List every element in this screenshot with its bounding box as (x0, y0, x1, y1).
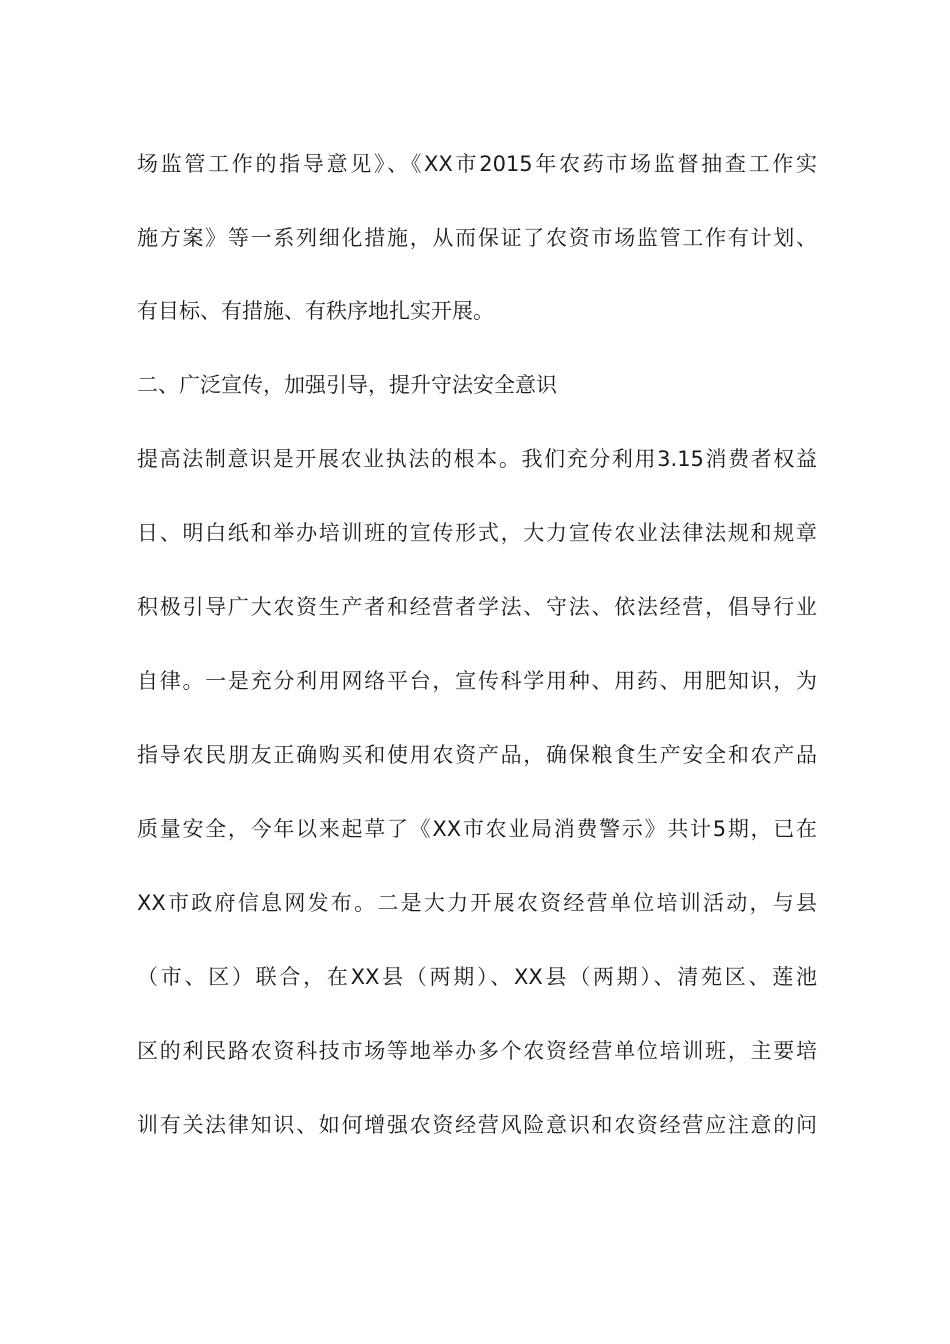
body-text-line: 提高法制意识是开展农业执法的根本。我们充分利用3.15消费者权益 (137, 447, 817, 471)
section-heading: 二、广泛宣传，加强引导，提升守法安全意识 (137, 373, 557, 397)
body-text-line: XX市政府信息网发布。二是大力开展农资经营单位培训活动，与县 (137, 891, 817, 915)
body-text-line: 质量安全，今年以来起草了《XX市农业局消费警示》共计5期，已在 (137, 817, 817, 841)
body-text-line: 施方案》等一系列细化措施，从而保证了农资市场监管工作有计划、 (137, 226, 817, 250)
body-text-line: 自律。一是充分利用网络平台，宣传科学用种、用药、用肥知识，为 (137, 669, 817, 693)
body-text-line: 训有关法律知识、如何增强农资经营风险意识和农资经营应注意的问 (137, 1113, 817, 1137)
body-text-line: 区的利民路农资科技市场等地举办多个农资经营单位培训班，主要培 (137, 1039, 817, 1063)
body-text-line: （市、区）联合，在XX县（两期）、XX县（两期）、清苑区、莲池 (137, 965, 817, 989)
body-text-line: 有目标、有措施、有秩序地扎实开展。 (137, 299, 494, 323)
body-text-line: 积极引导广大农资生产者和经营者学法、守法、依法经营，倡导行业 (137, 595, 817, 619)
body-text-line: 指导农民朋友正确购买和使用农资产品，确保粮食生产安全和农产品 (137, 743, 817, 767)
body-text-line: 日、明白纸和举办培训班的宣传形式，大力宣传农业法律法规和规章 (137, 521, 817, 545)
body-text-line: 场监管工作的指导意见》、《XX市2015年农药市场监督抽查工作实 (137, 152, 817, 176)
